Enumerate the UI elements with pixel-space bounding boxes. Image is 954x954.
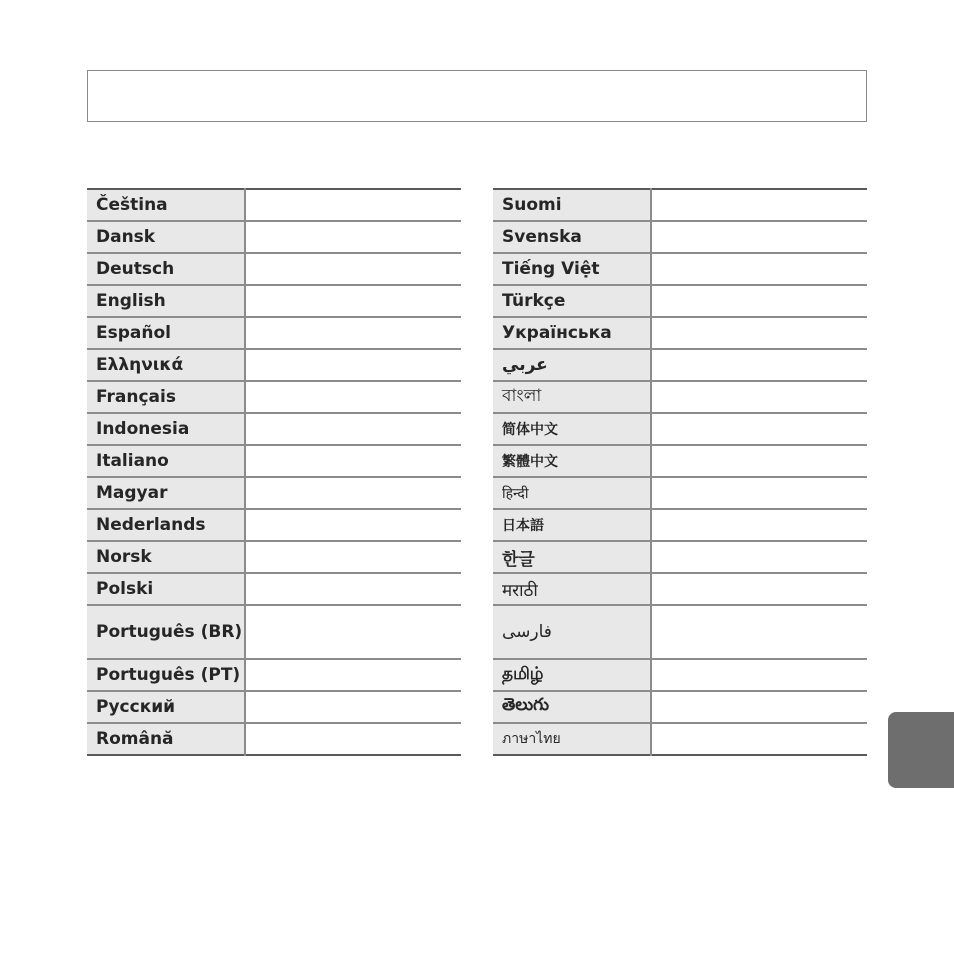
language-description [245, 253, 461, 285]
table-row [493, 691, 867, 723]
language-description [651, 253, 867, 285]
language-name: Dansk [87, 221, 245, 253]
table-row [493, 349, 867, 381]
table-row [87, 445, 461, 477]
language-description [245, 509, 461, 541]
table-row [87, 573, 461, 605]
language-description [245, 285, 461, 317]
language-description [651, 413, 867, 445]
table-row [493, 285, 867, 317]
language-name: Čeština [87, 189, 245, 221]
table-row [493, 413, 867, 445]
table-row [87, 189, 461, 221]
table-row [493, 509, 867, 541]
language-name: 한글 [493, 541, 651, 573]
language-name: Русский [87, 691, 245, 723]
language-name: தமிழ் [493, 659, 651, 691]
language-description [245, 541, 461, 573]
table-row [87, 253, 461, 285]
table-row [87, 381, 461, 413]
language-description [651, 445, 867, 477]
table-row [493, 477, 867, 509]
table-row [87, 691, 461, 723]
language-name: Magyar [87, 477, 245, 509]
language-name: Suomi [493, 189, 651, 221]
table-row [87, 413, 461, 445]
language-description [651, 349, 867, 381]
table-row [87, 349, 461, 381]
language-name: मराठी [493, 573, 651, 605]
table-row [493, 573, 867, 605]
language-description [245, 445, 461, 477]
language-description [651, 605, 867, 659]
title-box [87, 70, 867, 122]
table-row [493, 253, 867, 285]
language-description [245, 477, 461, 509]
language-name: Deutsch [87, 253, 245, 285]
language-description [651, 573, 867, 605]
language-name: Norsk [87, 541, 245, 573]
language-name: বাংলা [493, 381, 651, 413]
language-description [651, 509, 867, 541]
language-name: فارسی [493, 605, 651, 659]
table-row [493, 541, 867, 573]
language-name: Svenska [493, 221, 651, 253]
table-row [87, 541, 461, 573]
language-description [651, 691, 867, 723]
language-name: Français [87, 381, 245, 413]
language-description [245, 221, 461, 253]
language-description [651, 541, 867, 573]
language-description [245, 659, 461, 691]
language-description [245, 691, 461, 723]
language-name: हिन्दी [493, 477, 651, 509]
table-row [493, 445, 867, 477]
table-row [493, 317, 867, 349]
language-description [245, 605, 461, 659]
language-description [245, 189, 461, 221]
language-description [651, 221, 867, 253]
language-table-right [493, 188, 867, 756]
language-name: 繁體中文 [493, 445, 651, 477]
language-name: 日本語 [493, 509, 651, 541]
language-description [245, 317, 461, 349]
table-row [87, 509, 461, 541]
table-row [87, 723, 461, 755]
table-row [493, 221, 867, 253]
language-description [651, 659, 867, 691]
language-name: Italiano [87, 445, 245, 477]
language-description [651, 285, 867, 317]
language-description [245, 381, 461, 413]
language-name: Português (BR) [87, 605, 245, 659]
language-name: 简体中文 [493, 413, 651, 445]
table-row [87, 659, 461, 691]
table-row [87, 221, 461, 253]
language-name: ภาษาไทย [493, 723, 651, 755]
language-name: Türkçe [493, 285, 651, 317]
language-description [245, 349, 461, 381]
language-name: Español [87, 317, 245, 349]
language-description [651, 189, 867, 221]
language-name: Polski [87, 573, 245, 605]
table-row [493, 605, 867, 659]
table-row [493, 723, 867, 755]
table-row [87, 317, 461, 349]
language-name: Română [87, 723, 245, 755]
table-row [87, 477, 461, 509]
language-name: Ελληνικά [87, 349, 245, 381]
language-name: Indonesia [87, 413, 245, 445]
language-description [651, 317, 867, 349]
language-table-left [87, 188, 461, 756]
table-row [87, 605, 461, 659]
language-name: عربي [493, 349, 651, 381]
section-tab [888, 712, 954, 788]
table-row [493, 381, 867, 413]
language-name: Tiếng Việt [493, 253, 651, 285]
language-name: Nederlands [87, 509, 245, 541]
table-row [493, 659, 867, 691]
language-name: తెలుగు [493, 691, 651, 723]
language-name: Українська [493, 317, 651, 349]
table-row [87, 285, 461, 317]
language-description [245, 573, 461, 605]
table-row [493, 189, 867, 221]
language-name: Português (PT) [87, 659, 245, 691]
language-description [245, 413, 461, 445]
language-description [651, 477, 867, 509]
language-description [651, 723, 867, 755]
language-name: English [87, 285, 245, 317]
language-description [245, 723, 461, 755]
language-description [651, 381, 867, 413]
